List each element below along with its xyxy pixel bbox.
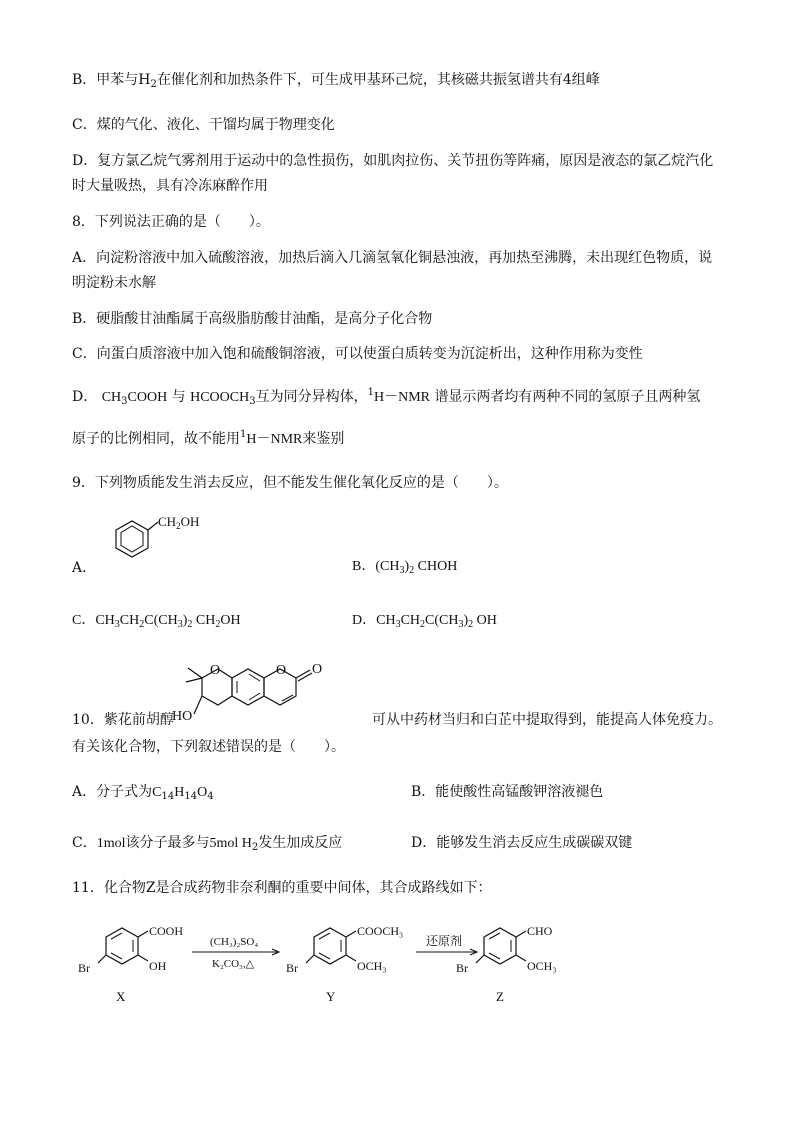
reagent-2-top: 还原剂	[426, 934, 463, 948]
q10-stem-line2: 有关该化合物，下列叙述错误的是（ ）。	[72, 739, 345, 755]
benzyl-alcohol-structure	[96, 510, 216, 570]
svg-text:Br: Br	[286, 961, 298, 975]
hydroxyl-label: HO	[172, 709, 193, 724]
ring-oxygen-1: O	[210, 663, 221, 678]
synthesis-route-diagram	[72, 915, 582, 1010]
benzyl-group-label: $CH_2OH$	[158, 514, 200, 531]
q10-option-c: C．1mol该分子最多与5mol $H_2$发生加成反应	[72, 835, 343, 853]
reaction-arrow-2	[416, 934, 477, 955]
q8-option-d-line1: D． $CH_3COOH$ 与 $HCOOCH_3$互为同分异构体，$^1$H－NMR 谱显示两者均有两种不同的氢原子且两种氢	[72, 387, 701, 407]
q10-stem-suffix: 可从中药材当归和白芷中提取得到，能提高人体免疫力。	[372, 712, 722, 728]
q9-option-a-label: A．	[72, 560, 97, 576]
compound-y-label: Y	[326, 989, 336, 1004]
q8-stem: 8．下列说法正确的是（ ）。	[72, 214, 270, 230]
q8-option-c: C．向蛋白质溶液中加入饱和硫酸铜溶液，可以使蛋白质转变为沉淀析出，这种作用称为变性	[72, 346, 643, 362]
svg-text:Br: Br	[78, 961, 90, 975]
q10-option-d: D．能够发生消去反应生成碳碳双键	[411, 835, 633, 851]
q11-stem: 11．化合物Z是合成药物非奈利酮的重要中间体，其合成路线如下：	[72, 880, 492, 896]
compound-z-structure	[456, 924, 557, 1004]
columbianadin-structure	[172, 652, 372, 730]
svg-text:COOH: COOH	[149, 924, 184, 938]
q8-option-a-line2: 明淀粉未水解	[72, 275, 156, 291]
q10-option-a: A．分子式为$C_{14}H_{14}O_4$	[72, 784, 214, 802]
q9-option-c: C．$CH_3CH_2C(CH_3)_2$ $CH_2OH$	[72, 613, 241, 630]
q9-stem: 9．下列物质能发生消去反应，但不能发生催化氧化反应的是（ ）。	[72, 475, 508, 491]
svg-text:OCH₃: OCH₃	[527, 959, 557, 973]
compound-x-label: X	[116, 989, 126, 1004]
q8-option-a-line1: A．向淀粉溶液中加入硫酸溶液，加热后滴入几滴氢氧化铜悬浊液，再加热至沸腾，未出现红色物质，说	[72, 250, 713, 266]
svg-text:OCH₃: OCH₃	[357, 959, 387, 973]
reaction-arrow-1	[192, 936, 279, 970]
ring-oxygen-2: O	[276, 663, 287, 678]
q8-option-d-line2: 原子的比例相同，故不能用$^1$H－NMR来鉴别	[72, 429, 345, 447]
compound-x-structure	[78, 924, 183, 1004]
svg-text:COOCH₃: COOCH₃	[357, 924, 404, 938]
svg-text:CHO: CHO	[527, 924, 553, 938]
q9-option-d: D．$CH_3CH_2C(CH_3)_2$ OH	[352, 613, 497, 630]
q9-option-b: B．$(CH_3)_2$ CHOH	[352, 559, 458, 576]
q8-option-b: B．硬脂酸甘油酯属于高级脂肪酸甘油酯，是高分子化合物	[72, 311, 433, 327]
q7-option-d-line1: D．复方氯乙烷气雾剂用于运动中的急性损伤，如肌肉拉伤、关节扭伤等阵痛，原因是液态的氯乙烷汽化	[72, 153, 714, 169]
q7-option-b: B．甲苯与$H_2$在催化剂和加热条件下，可生成甲基环己烷，其核磁共振氢谱共有4组峰	[72, 72, 600, 90]
svg-text:OH: OH	[149, 959, 167, 973]
q7-option-c: C．煤的气化、液化、干馏均属于物理变化	[72, 117, 335, 133]
q10-option-b: B．能使酸性高锰酸钾溶液褪色	[411, 784, 604, 800]
svg-text:Br: Br	[456, 961, 468, 975]
reagent-1-top: (CH₃)₂SO₄	[210, 936, 259, 948]
reagent-1-bottom: K₂CO₃,△	[212, 958, 255, 970]
q7-option-d-line2: 时大量吸热，具有冷冻麻醉作用	[72, 178, 268, 194]
q10-stem-prefix: 10．紫花前胡醇	[72, 712, 174, 728]
compound-z-label: Z	[496, 989, 504, 1004]
carbonyl-oxygen: O	[312, 662, 323, 677]
compound-y-structure	[286, 924, 403, 1004]
